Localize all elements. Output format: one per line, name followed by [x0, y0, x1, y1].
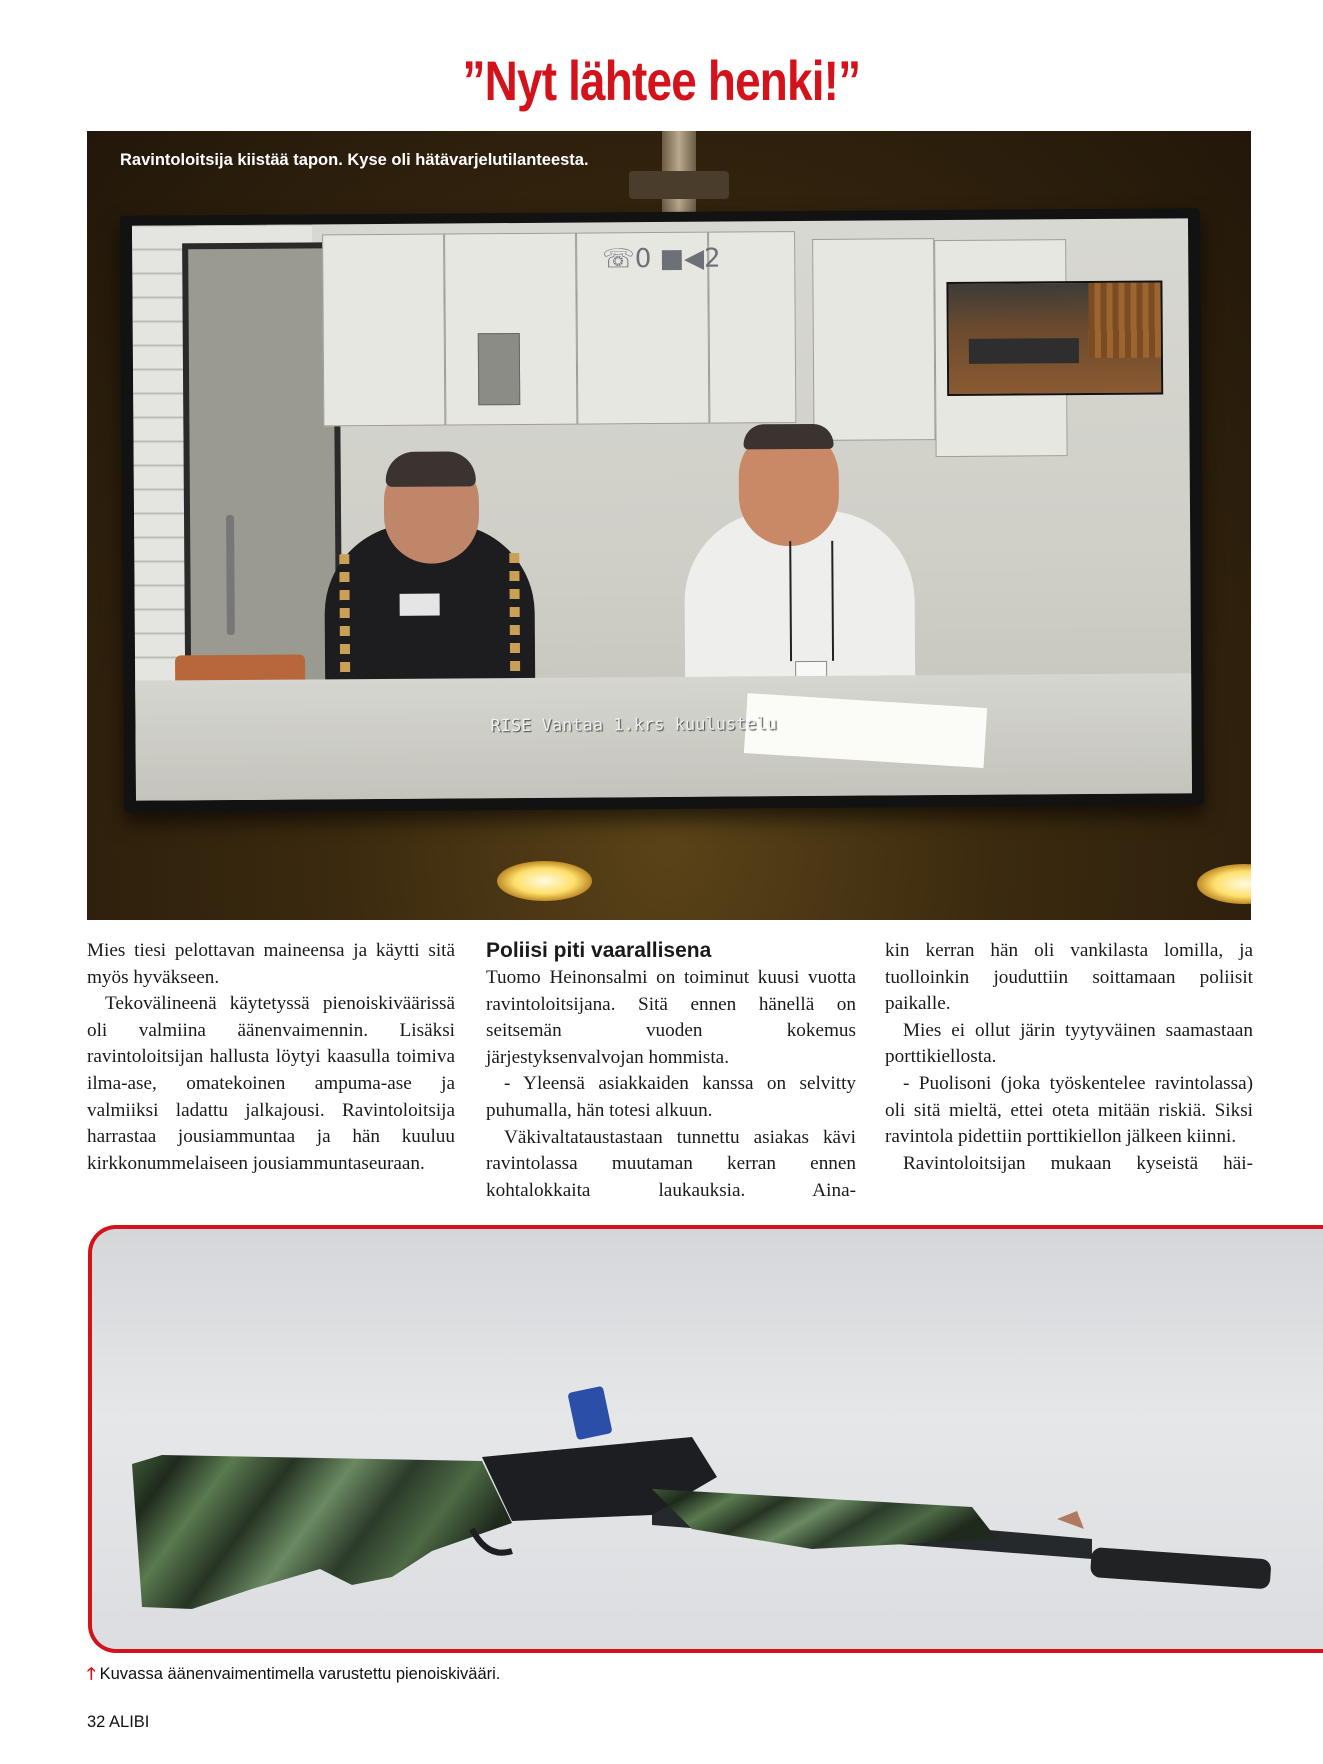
- page-folio: 32 ALIBI: [87, 1713, 150, 1731]
- camera-mount: [629, 171, 729, 199]
- paragraph: Ravintoloitsijan mukaan kyseistä häi-: [903, 1152, 1253, 1174]
- person-left-hair: [386, 451, 476, 487]
- paragraph: Tuomo Heinonsalmi on toiminut kuusi vuotta ravintoloitsijana. Sitä ennen hänellä on seitsemän vuoden kokemus järjestyksenvalvojan hommista.: [486, 967, 856, 1068]
- caption-text: Kuvassa äänenvaimentimella varustettu pienoiskivääri.: [99, 1665, 501, 1683]
- pip-wood-wall: [1088, 283, 1161, 359]
- table: [135, 673, 1192, 800]
- ceiling-light: [1197, 864, 1251, 904]
- photo-caption: Ravintoloitsija kiistää tapon. Kyse oli hätävarjelutilanteesta.: [120, 151, 589, 169]
- lanyard: [789, 541, 834, 661]
- paragraph: - Puolisoni (joka työskentelee ravintolassa) oli sitä mieltä, ettei oteta mitään riskiä. Siksi ravintola pidettiin porttikiellon jälkeen kiinni.: [885, 1072, 1253, 1148]
- rifle-photo: [88, 1225, 1323, 1653]
- shirt-logo: [400, 594, 440, 616]
- paragraph: Tekovälineenä käytetyssä pienoiskiväärissä oli valmiina äänenvaimennin. Lisäksi ravintoloitsijan hallusta löytyi kaasulla toimiva ilma-ase, omatekoinen ampuma-ase ja valmiiksi ladattu jalkajousi. Ravintoloitsija harrastaa jousiammuntaa ja hän kuuluu kirkkonummelaiseen jousiammuntaseuraan.: [87, 993, 455, 1174]
- paragraph: - Yleensä asiakkaiden kanssa on selvitty puhumalla, hän totesi alkuun.: [486, 1073, 856, 1121]
- wall-panel: [322, 234, 445, 427]
- video-screen: [120, 208, 1204, 813]
- courtroom-photo: [87, 131, 1251, 920]
- door-handle: [226, 515, 235, 635]
- picture-in-picture: [946, 281, 1163, 397]
- ceiling-light: [497, 861, 592, 901]
- text-column-3: [885, 938, 1253, 1177]
- intercom-panel: [478, 333, 521, 405]
- wall-panel: [708, 231, 796, 424]
- arrow-up-icon: 🡑: [87, 1665, 96, 1683]
- paragraph: Mies ei ollut järin tyytyväinen saamastaan porttikiellosta.: [885, 1019, 1253, 1068]
- text-column-2: [486, 938, 856, 1204]
- video-feed: [132, 218, 1192, 800]
- call-status-icons: ☏0 ■◀2: [602, 243, 721, 275]
- text-column-1: [87, 938, 455, 1177]
- paragraph: Mies tiesi pelottavan maineensa ja käytti sitä myös hyväkseen.: [87, 940, 455, 988]
- section-heading: Poliisi piti vaarallisena: [486, 939, 712, 962]
- rifle-caption: [87, 1662, 500, 1690]
- rifle-illustration: [92, 1229, 1323, 1649]
- pip-desk: [969, 338, 1079, 364]
- wall-panel: [812, 238, 935, 441]
- screen-location-label: RISE Vantaa 1.krs kuulustelu: [490, 714, 778, 737]
- headline: ”Nyt lähtee henki!”: [462, 49, 861, 112]
- paragraph: Väkivaltataustastaan tunnettu asiakas kävi ravintolassa muutaman kerran ennen kohtalokkaita laukauksia. Aina-: [486, 1126, 856, 1201]
- paragraph: kin kerran hän oli vankilasta lomilla, ja tuolloinkin jouduttiin soittamaan poliisit paikalle.: [885, 940, 1253, 1015]
- person-right-hair: [743, 424, 833, 450]
